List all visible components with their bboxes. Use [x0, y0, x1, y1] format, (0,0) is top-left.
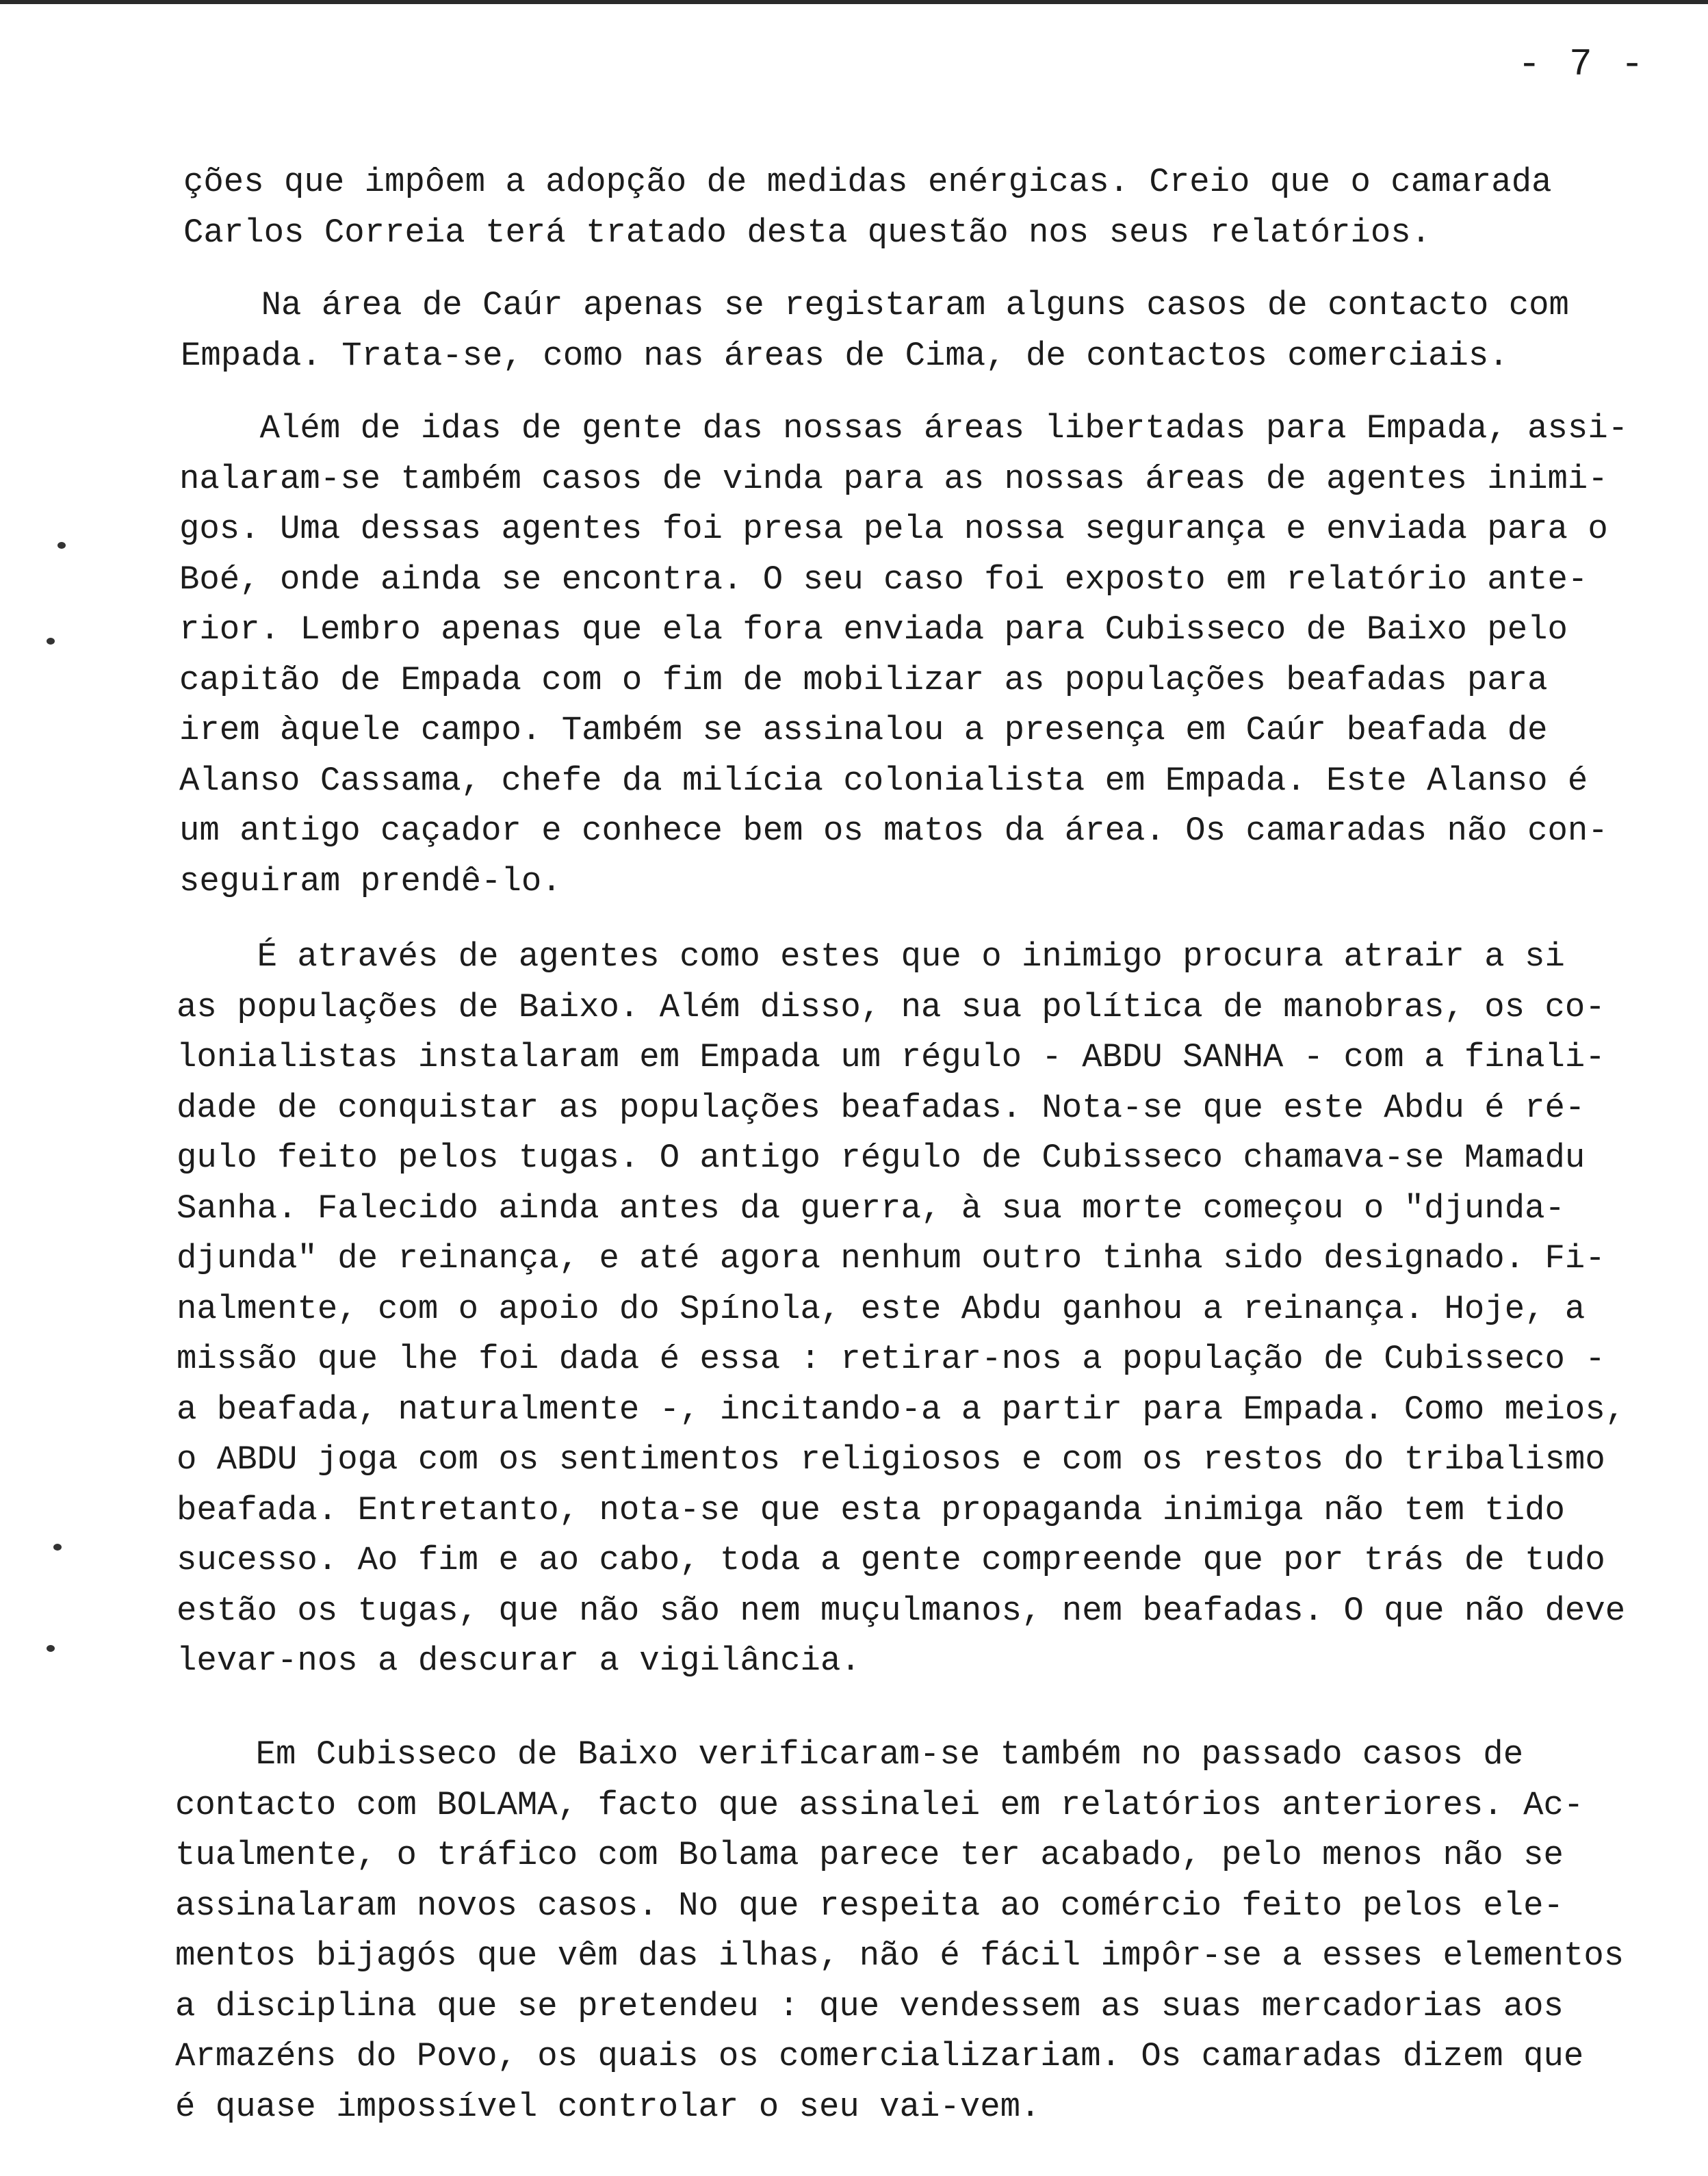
text-line: seguiram prendê-lo. — [179, 862, 562, 901]
text-line: é quase impossível controlar o seu vai-vem. — [175, 2087, 1041, 2126]
text-line: contacto com BOLAMA, facto que assinalei em relatórios anteriores. Ac- — [175, 1785, 1584, 1824]
margin-speck — [57, 542, 66, 549]
paragraph-5 — [175, 1730, 1681, 2132]
text-line: o ABDU joga com os sentimentos religiosos e com os restos do tribalismo — [177, 1440, 1605, 1479]
text-line: dade de conquistar as populações beafadas. Nota-se que este Abdu é ré- — [177, 1088, 1586, 1127]
text-line: lonialistas instalaram em Empada um régulo - ABDU SANHA - com a finali- — [177, 1038, 1605, 1076]
text-line: Na área de Caúr apenas se registaram alguns casos de contacto com — [181, 286, 1569, 324]
text-line: Sanha. Falecido ainda antes da guerra, à sua morte começou o "djunda- — [177, 1189, 1565, 1228]
paragraph-4 — [177, 932, 1682, 1687]
text-line: nalaram-se também casos de vinda para as nossas áreas de agentes inimi- — [179, 459, 1608, 498]
text-line: Em Cubisseco de Baixo verificaram-se também no passado casos de — [175, 1735, 1524, 1774]
text-line: levar-nos a descurar a vigilância. — [177, 1642, 861, 1680]
paragraph-2 — [181, 281, 1686, 381]
margin-speck — [53, 1544, 62, 1551]
text-line: Armazéns do Povo, os quais os comercializariam. Os camaradas dizem que — [175, 2037, 1584, 2075]
text-line: a disciplina que se pretendeu : que vendessem as suas mercadorias aos — [175, 1986, 1564, 2025]
paragraph-3 — [179, 404, 1685, 907]
paragraph-1 — [183, 157, 1689, 258]
text-line: missão que lhe foi dada é essa : retirar-nos a população de Cubisseco - — [177, 1340, 1605, 1378]
text-line: as populações de Baixo. Além disso, na sua política de manobras, os co- — [177, 987, 1605, 1026]
text-line: a beafada, naturalmente -, incitando-a a partir para Empada. Como meios, — [177, 1390, 1626, 1429]
text-line: mentos bijagós que vêm das ilhas, não é fácil impôr-se a esses elementos — [175, 1937, 1625, 1975]
text-line: beafada. Entretanto, nota-se que esta propaganda inimiga não tem tido — [177, 1490, 1565, 1529]
text-line: assinalaram novos casos. No que respeita ao comércio feito pelos ele- — [175, 1886, 1564, 1925]
margin-speck — [47, 638, 55, 645]
text-line: gulo feito pelos tugas. O antigo régulo de Cubisseco chamava-se Mamadu — [177, 1139, 1586, 1177]
text-line: estão os tugas, que não são nem muçulmanos, nem beafadas. O que não deve — [177, 1591, 1626, 1630]
text-line: Além de idas de gente das nossas áreas libertadas para Empada, assi- — [179, 409, 1629, 448]
text-line: sucesso. Ao fim e ao cabo, toda a gente compreende que por trás de tudo — [177, 1541, 1605, 1579]
text-line: ções que impôem a adopção de medidas enérgicas. Creio que o camarada — [183, 163, 1552, 201]
text-line: nalmente, com o apoio do Spínola, este Abdu ganhou a reinança. Hoje, a — [177, 1289, 1586, 1328]
top-rule — [0, 0, 1708, 4]
text-line: Alanso Cassama, chefe da milícia colonialista em Empada. Este Alanso é — [179, 761, 1588, 800]
text-line: Boé, onde ainda se encontra. O seu caso foi exposto em relatório ante- — [179, 560, 1588, 599]
text-line: tualmente, o tráfico com Bolama parece ter acabado, pelo menos não se — [175, 1836, 1564, 1874]
page-number: - 7 - — [1517, 42, 1646, 86]
text-line: rior. Lembro apenas que ela fora enviada para Cubisseco de Baixo pelo — [179, 610, 1568, 649]
text-line: djunda" de reinança, e até agora nenhum outro tinha sido designado. Fi- — [177, 1239, 1605, 1278]
text-line: capitão de Empada com o fim de mobilizar as populações beafadas para — [179, 660, 1548, 699]
text-line: gos. Uma dessas agentes foi presa pela nossa segurança e enviada para o — [179, 510, 1608, 548]
text-line: É através de agentes como estes que o inimigo procura atrair a si — [177, 937, 1565, 976]
margin-speck — [47, 1645, 55, 1652]
text-line: Empada. Trata-se, como nas áreas de Cima, de contactos comerciais. — [181, 336, 1509, 375]
text-line: irem àquele campo. Também se assinalou a presença em Caúr beafada de — [179, 711, 1548, 749]
text-line: um antigo caçador e conhece bem os matos da área. Os camaradas não con- — [179, 812, 1608, 850]
text-line: Carlos Correia terá tratado desta questão nos seus relatórios. — [183, 213, 1432, 252]
